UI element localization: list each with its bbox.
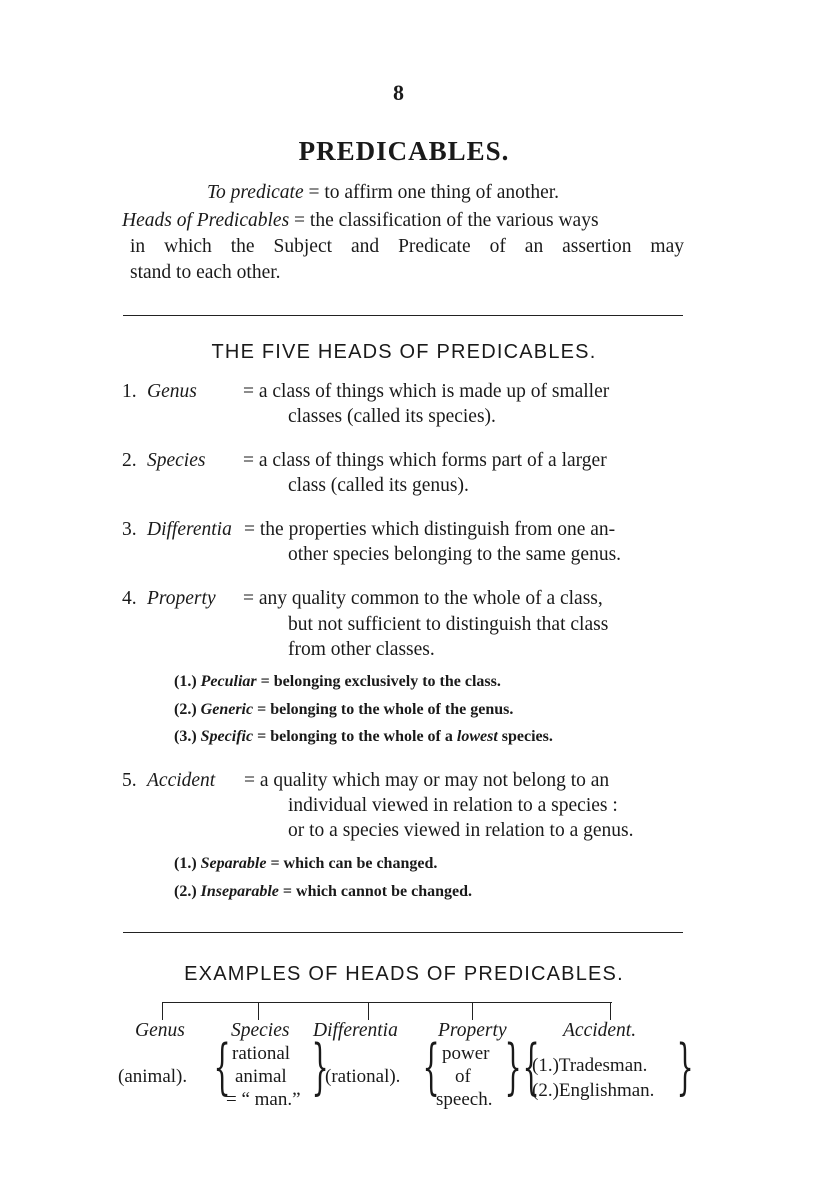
differentia-tick: [368, 1002, 369, 1020]
specific-number: (3.): [174, 728, 197, 745]
example-species-line3: = “ man.”: [226, 1089, 301, 1110]
page-title: PREDICABLES.: [298, 136, 510, 166]
property-tick: [472, 1002, 473, 1020]
species-term: Species: [147, 450, 206, 471]
property-sub-peculiar: [174, 673, 501, 691]
property-def-line3: from other classes.: [288, 639, 435, 660]
accident-right-brace: }: [676, 1032, 694, 1102]
property-def-line1: = any quality common to the whole of a class,: [243, 588, 603, 609]
example-species-line1: rational: [232, 1043, 291, 1064]
example-differentia: (rational).: [325, 1066, 401, 1087]
specific-text-after: species.: [501, 728, 553, 745]
specific-text-before: = belonging to the whole of a: [257, 728, 453, 745]
property-def-line2: but not sufficient to distinguish that class: [288, 614, 609, 635]
example-header-differentia: Differentia: [313, 1020, 398, 1041]
five-heads-heading: THE FIVE HEADS OF PREDICABLES.: [211, 341, 597, 363]
genus-term: Genus: [147, 381, 197, 402]
genus-number: 1.: [122, 381, 137, 402]
species-number: 2.: [122, 450, 137, 471]
divider-top: [123, 315, 683, 316]
differentia-number: 3.: [122, 519, 137, 540]
example-property-line2: of: [455, 1066, 471, 1087]
heads-text-line1: = the classification of the various ways: [294, 210, 599, 231]
specific-lowest-term: lowest: [456, 728, 498, 745]
examples-heading: EXAMPLES OF HEADS OF PREDICABLES.: [184, 963, 624, 985]
species-def-line2: class (called its genus).: [288, 475, 469, 496]
species-tick: [258, 1002, 259, 1020]
accident-def-line3: or to a species viewed in relation to a genus.: [288, 820, 634, 841]
peculiar-term: Peculiar: [200, 673, 257, 690]
example-accident-line2: (2.)Englishman.: [532, 1080, 655, 1101]
heads-text-line2: in which the Subject and Predicate of an assertion may: [130, 236, 684, 257]
peculiar-number: (1.): [174, 673, 197, 690]
property-sub-specific: [174, 728, 553, 746]
accident-sub-inseparable: [174, 883, 472, 901]
generic-text: = belonging to the whole of the genus.: [257, 701, 514, 718]
to-predicate-definition: [207, 182, 559, 204]
species-right-brace: }: [311, 1032, 329, 1102]
example-species-line2: animal: [235, 1066, 287, 1087]
example-header-species: Species: [231, 1020, 290, 1041]
genus-def-line1: = a class of things which is made up of smaller: [243, 381, 610, 402]
accident-tick: [610, 1002, 611, 1020]
separable-number: (1.): [174, 855, 197, 872]
property-term: Property: [147, 588, 216, 609]
accident-def-line2: individual viewed in relation to a species :: [288, 795, 618, 816]
property-right-brace: }: [504, 1032, 522, 1102]
property-sub-generic: [174, 701, 513, 719]
differentia-term: Differentia: [147, 519, 232, 540]
peculiar-text: = belonging exclusively to the class.: [260, 673, 501, 690]
generic-term: Generic: [200, 701, 254, 718]
differentia-def-line2: other species belonging to the same genus.: [288, 544, 622, 565]
example-property-line1: power: [442, 1043, 490, 1064]
example-header-genus: Genus: [135, 1020, 185, 1041]
heads-term: Heads of Predicables: [122, 210, 290, 231]
inseparable-number: (2.): [174, 883, 197, 900]
heads-text-line3: stand to each other.: [130, 262, 281, 283]
property-number: 4.: [122, 588, 137, 609]
species-def-line1: = a class of things which forms part of a larger: [243, 450, 607, 471]
example-header-property: Property: [438, 1020, 507, 1041]
inseparable-text: = which cannot be changed.: [282, 883, 473, 900]
example-accident-line1: (1.)Tradesman.: [532, 1055, 648, 1076]
species-left-brace: {: [213, 1032, 231, 1102]
genus-def-line2: classes (called its species).: [288, 406, 496, 427]
example-genus: (animal).: [118, 1066, 188, 1087]
accident-def-line1: = a quality which may or may not belong to an: [244, 770, 610, 791]
accident-term: Accident: [147, 770, 216, 791]
separable-text: = which can be changed.: [270, 855, 438, 872]
examples-bracket-line: [162, 1002, 612, 1003]
example-header-accident: Accident.: [563, 1020, 637, 1041]
example-property-line3: speech.: [436, 1089, 493, 1110]
specific-term: Specific: [200, 728, 254, 745]
page-number: 8: [393, 80, 404, 105]
accident-left-brace: {: [522, 1032, 540, 1102]
heads-definition-line1: [122, 210, 599, 232]
differentia-def-line1: = the properties which distinguish from one an-: [244, 519, 616, 540]
inseparable-term: Inseparable: [200, 883, 279, 900]
divider-bottom: [123, 932, 683, 933]
to-predicate-term: To predicate: [207, 182, 304, 203]
separable-term: Separable: [200, 855, 267, 872]
accident-number: 5.: [122, 770, 137, 791]
property-left-brace: {: [422, 1032, 440, 1102]
to-predicate-text: = to affirm one thing of another.: [308, 182, 560, 203]
genus-tick: [162, 1002, 163, 1020]
generic-number: (2.): [174, 701, 197, 718]
accident-sub-separable: [174, 855, 437, 873]
